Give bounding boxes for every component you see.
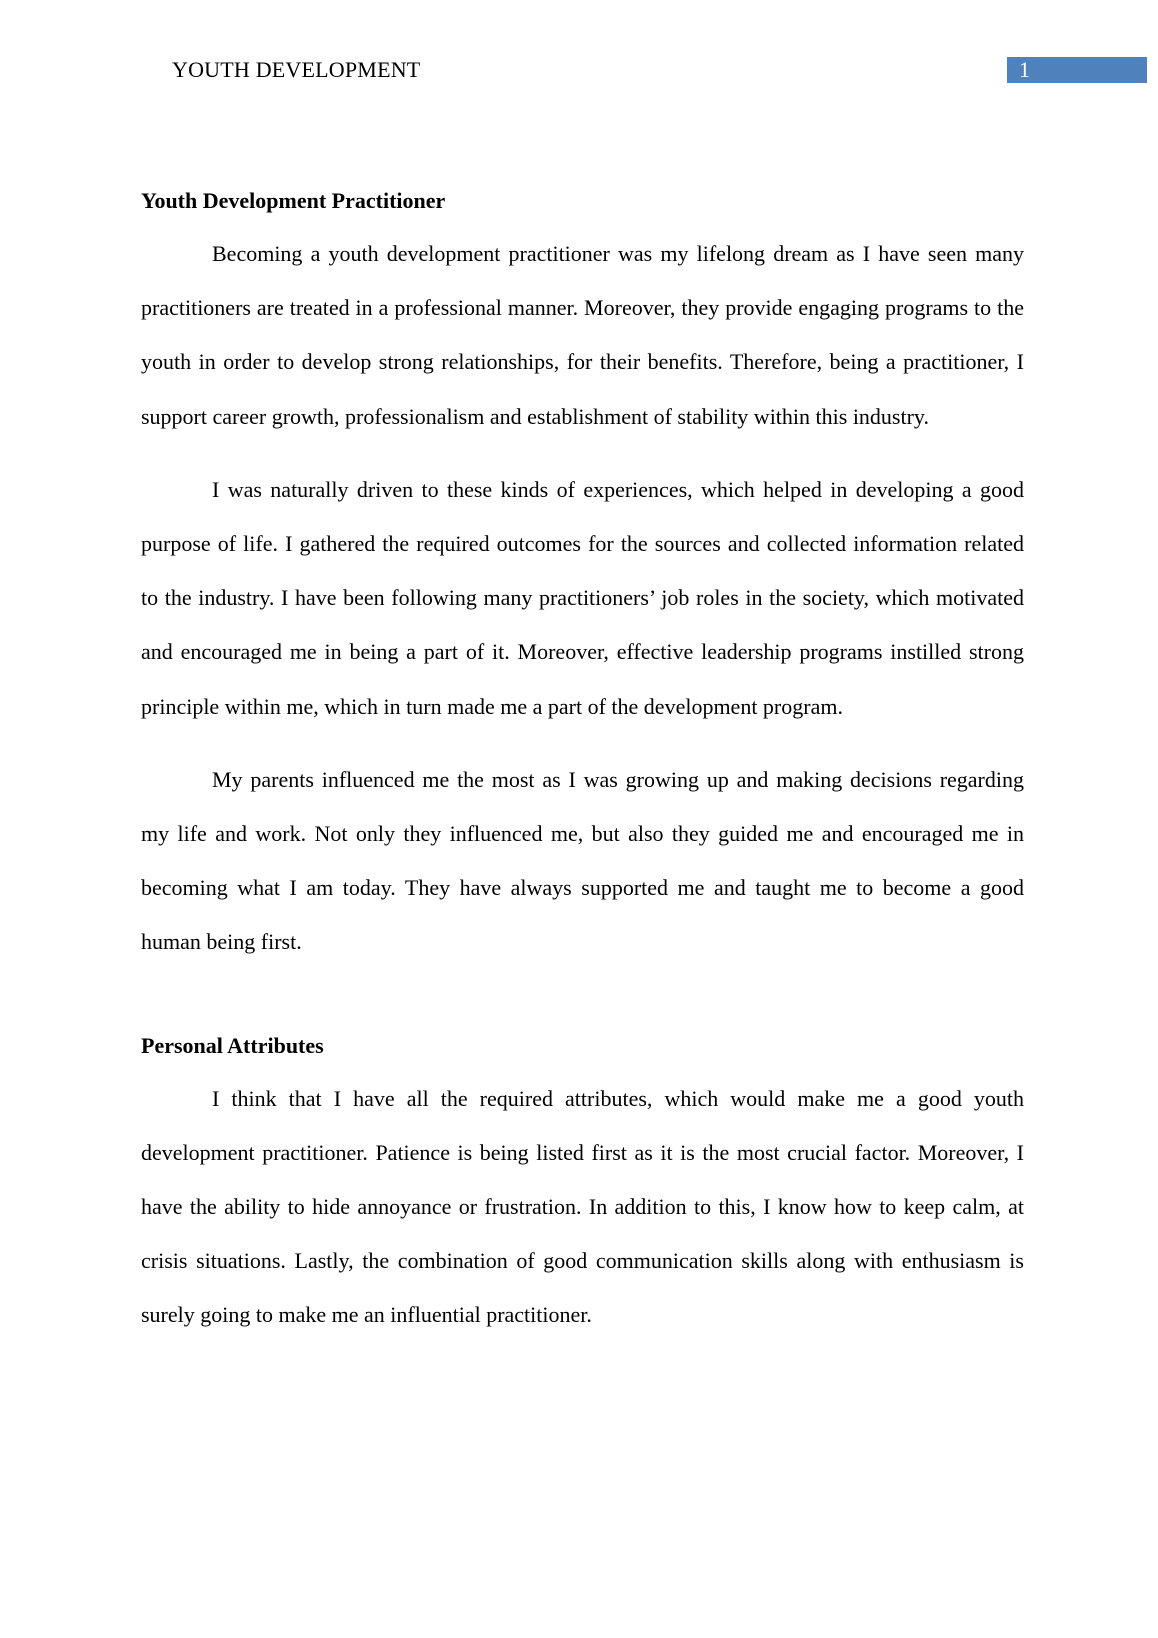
document-body (141, 186, 1024, 1362)
paragraph: I was naturally driven to these kinds of experiences, which helped in developing a good purpose of life. I gathered the required outcomes for the sources and collected information related to the industry. I have been following many practitioners’ job roles in the society, which motivated and encouraged me in being a part of it. Moreover, effective leadership programs instilled strong principle within me, which in turn made me a part of the development program. (141, 476, 1024, 719)
paragraph: Becoming a youth development practitioner was my lifelong dream as I have seen many practitioners are treated in a professional manner. Moreover, they provide engaging programs to the youth in order to develop strong relationships, for their benefits. Therefore, being a practitioner, I support career growth, professionalism and establishment of stability within this industry. (141, 241, 1024, 429)
paragraph: My parents influenced me the most as I was growing up and making decisions regarding my life and work. Not only they influenced me, but also they guided me and encouraged me in becoming what I am today. They have always supported me and taught me to become a good human being first. (141, 766, 1024, 955)
section-heading-personal-attributes: Personal Attributes (141, 1032, 324, 1058)
page-number-bar (1007, 57, 1147, 83)
section-heading-youth-development-practitioner: Youth Development Practitioner (141, 188, 446, 213)
page-number: 1 (1019, 57, 1030, 82)
paragraph: I think that I have all the required attributes, which would make me a good youth development practitioner. Patience is being listed first as it is the most crucial factor. Moreover, I have the ability to hide annoyance or frustration. In addition to this, I know how to keep calm, at crisis situations. Lastly, the combination of good communication skills along with enthusiasm is surely going to make me an influential practitioner. (141, 1085, 1024, 1328)
running-head: YOUTH DEVELOPMENT (172, 57, 421, 82)
